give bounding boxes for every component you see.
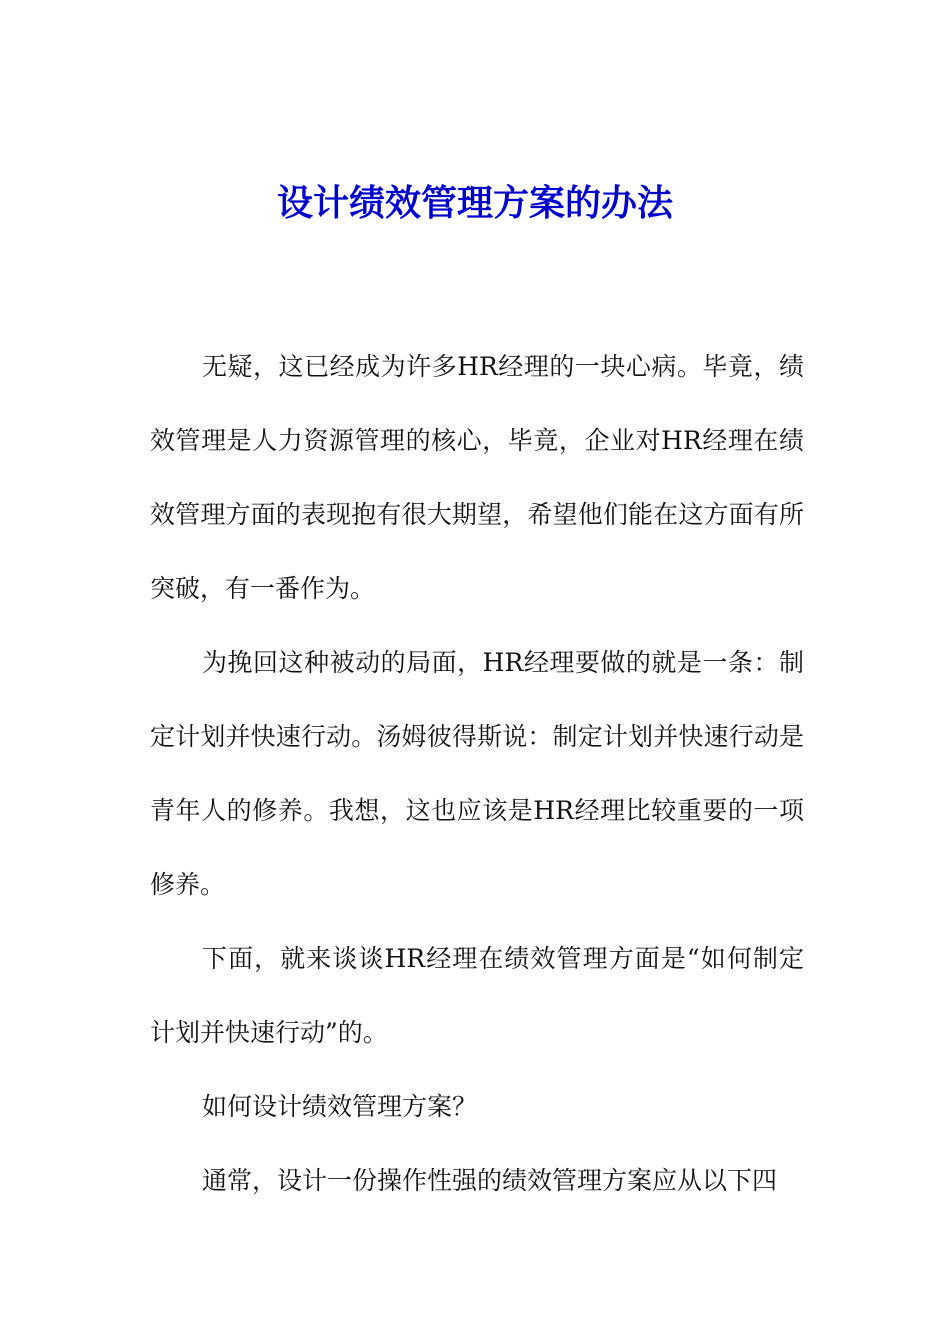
paragraph-3: 下面，就来谈谈HR经理在绩效管理方面是“如何制定计划并快速行动”的。 <box>150 944 804 1047</box>
paragraph-2: 为挽回这种被动的局面，HR经理要做的就是一条：制定计划并快速行动。汤姆彼得斯说：制定计划并快速行动是青年人的修养。我想，这也应该是HR经理比较重要的一项修养。 <box>150 648 804 899</box>
paragraph-1: 无疑，这已经成为许多HR经理的一块心病。毕竟，绩效管理是人力资源管理的核心，毕竟，企业对HR经理在绩效管理方面的表现抱有很大期望，希望他们能在这方面有所突破，有一番作为。 <box>150 352 804 603</box>
paragraph-5: 通常，设计一份操作性强的绩效管理方案应从以下四 <box>202 1166 778 1195</box>
document-body <box>150 330 804 1218</box>
document-title: 设计绩效管理方案的办法 <box>276 182 673 224</box>
paragraph-4: 如何设计绩效管理方案？ <box>202 1092 478 1121</box>
